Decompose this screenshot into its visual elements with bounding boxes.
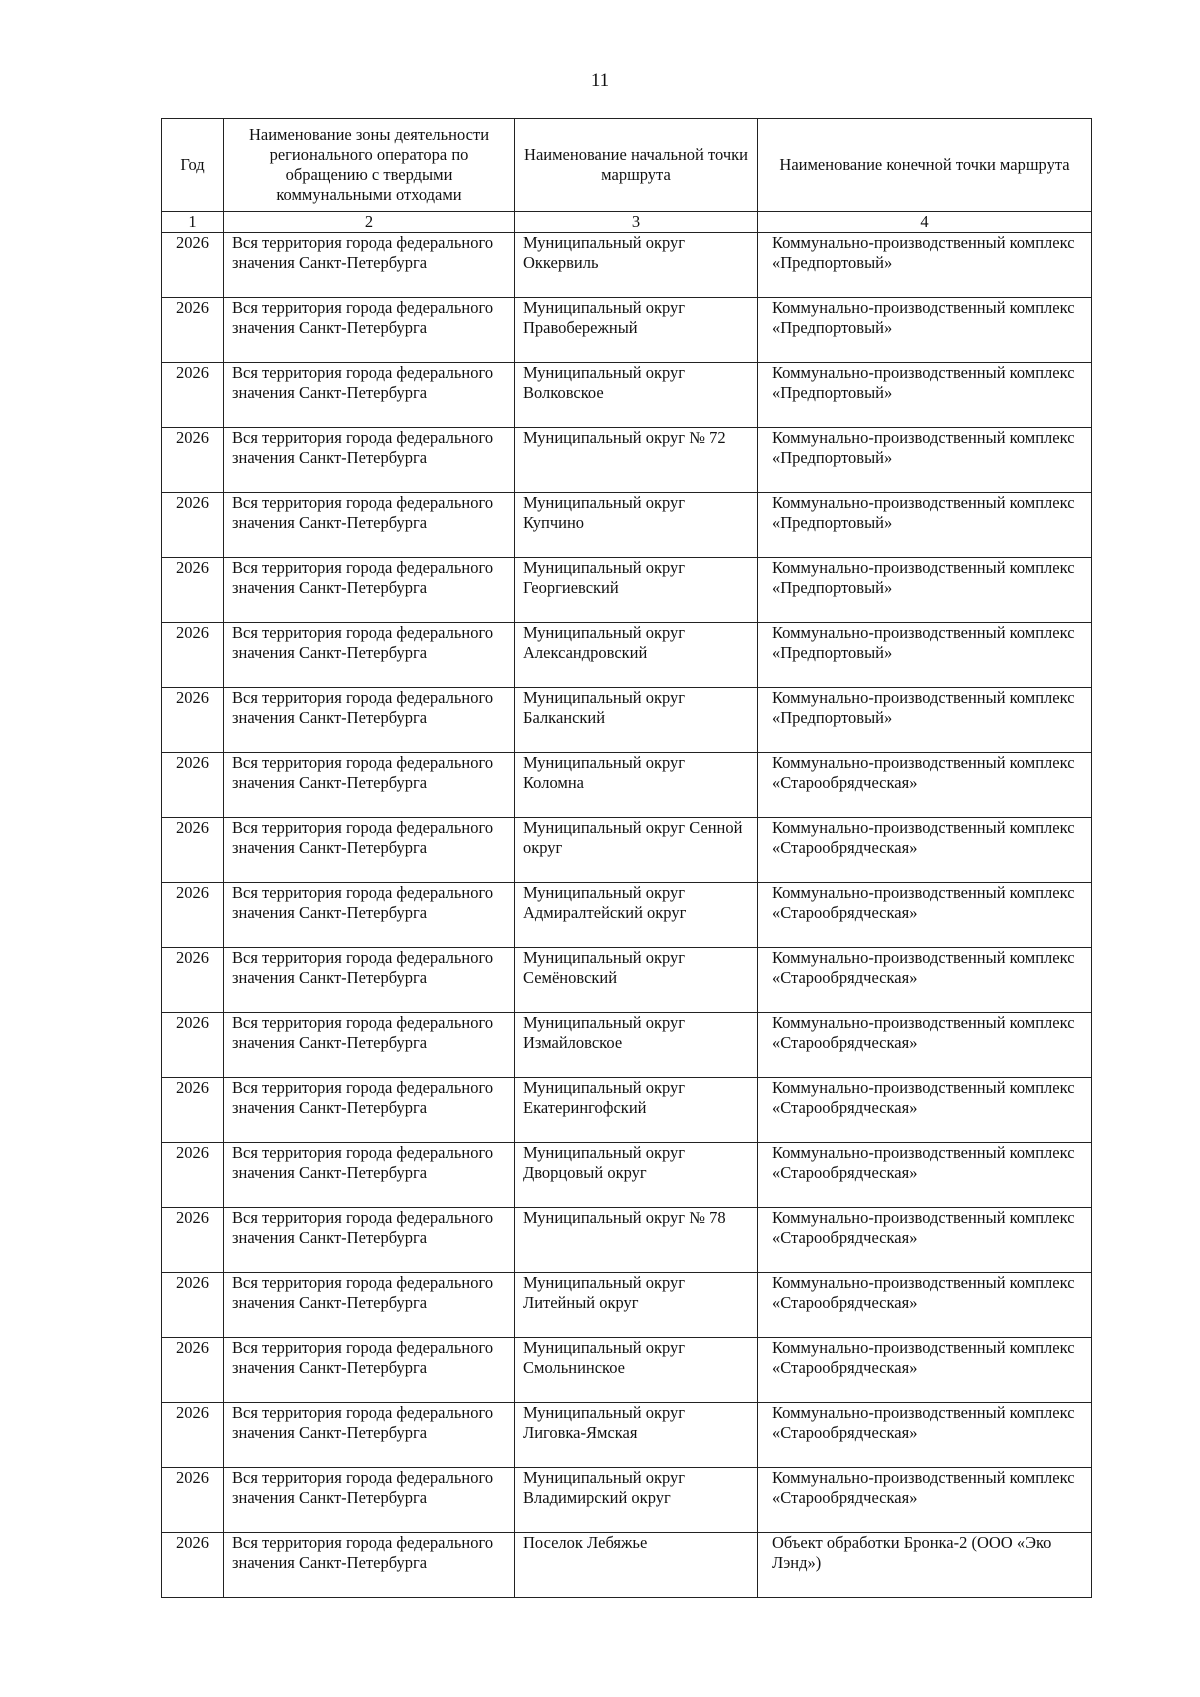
cell-year: 2026: [162, 1468, 224, 1533]
cell-year: 2026: [162, 428, 224, 493]
table-row: [162, 1338, 1092, 1403]
table-row: [162, 428, 1092, 493]
cell-zone: Вся территория города федерального значения Санкт-Петербурга: [224, 883, 515, 948]
cell-end-point: Коммунально-производственный комплекс «Старообрядческая»: [758, 1013, 1092, 1078]
cell-year: 2026: [162, 883, 224, 948]
table-row: [162, 948, 1092, 1013]
cell-start-point: Муниципальный округ Оккервиль: [515, 233, 758, 298]
cell-zone: Вся территория города федерального значения Санкт-Петербурга: [224, 233, 515, 298]
cell-zone: Вся территория города федерального значения Санкт-Петербурга: [224, 363, 515, 428]
cell-zone: Вся территория города федерального значения Санкт-Петербурга: [224, 1078, 515, 1143]
cell-start-point: Муниципальный округ Лиговка-Ямская: [515, 1403, 758, 1468]
cell-zone: Вся территория города федерального значения Санкт-Петербурга: [224, 1468, 515, 1533]
page-number: 11: [590, 70, 610, 91]
table-row: [162, 363, 1092, 428]
cell-zone: Вся территория города федерального значения Санкт-Петербурга: [224, 948, 515, 1013]
cell-end-point: Коммунально-производственный комплекс «Старообрядческая»: [758, 1273, 1092, 1338]
cell-zone: Вся территория города федерального значения Санкт-Петербурга: [224, 1208, 515, 1273]
cell-end-point: Коммунально-производственный комплекс «Предпортовый»: [758, 688, 1092, 753]
cell-end-point: Коммунально-производственный комплекс «Старообрядческая»: [758, 1143, 1092, 1208]
cell-zone: Вся территория города федерального значения Санкт-Петербурга: [224, 428, 515, 493]
cell-zone: Вся территория города федерального значения Санкт-Петербурга: [224, 688, 515, 753]
table-row: [162, 298, 1092, 363]
cell-start-point: Муниципальный округ Литейный округ: [515, 1273, 758, 1338]
cell-year: 2026: [162, 1208, 224, 1273]
cell-start-point: Муниципальный округ Балканский: [515, 688, 758, 753]
cell-end-point: Коммунально-производственный комплекс «Старообрядческая»: [758, 753, 1092, 818]
cell-year: 2026: [162, 233, 224, 298]
cell-year: 2026: [162, 1533, 224, 1598]
table-row: [162, 558, 1092, 623]
cell-year: 2026: [162, 1403, 224, 1468]
cell-end-point: Объект обработки Бронка-2 (ООО «Эко Лэнд»): [758, 1533, 1092, 1598]
cell-year: 2026: [162, 753, 224, 818]
column-number: 2: [224, 212, 515, 233]
header-end-point: Наименование конечной точки маршрута: [758, 119, 1092, 212]
cell-zone: Вся территория города федерального значения Санкт-Петербурга: [224, 1013, 515, 1078]
cell-zone: Вся территория города федерального значения Санкт-Петербурга: [224, 1403, 515, 1468]
cell-end-point: Коммунально-производственный комплекс «Старообрядческая»: [758, 883, 1092, 948]
cell-zone: Вся территория города федерального значения Санкт-Петербурга: [224, 298, 515, 363]
cell-end-point: Коммунально-производственный комплекс «Предпортовый»: [758, 623, 1092, 688]
table-row: [162, 1078, 1092, 1143]
cell-start-point: Муниципальный округ Волковское: [515, 363, 758, 428]
cell-zone: Вся территория города федерального значения Санкт-Петербурга: [224, 1273, 515, 1338]
cell-year: 2026: [162, 1143, 224, 1208]
column-numbers-row: [162, 212, 1092, 233]
cell-start-point: Муниципальный округ Измайловское: [515, 1013, 758, 1078]
cell-end-point: Коммунально-производственный комплекс «Старообрядческая»: [758, 1468, 1092, 1533]
table-row: [162, 1013, 1092, 1078]
table-row: [162, 493, 1092, 558]
cell-start-point: Муниципальный округ Владимирский округ: [515, 1468, 758, 1533]
cell-zone: Вся территория города федерального значения Санкт-Петербурга: [224, 493, 515, 558]
column-number: 3: [515, 212, 758, 233]
cell-zone: Вся территория города федерального значения Санкт-Петербурга: [224, 1533, 515, 1598]
table-row: [162, 1143, 1092, 1208]
cell-end-point: Коммунально-производственный комплекс «Предпортовый»: [758, 363, 1092, 428]
cell-zone: Вся территория города федерального значения Санкт-Петербурга: [224, 818, 515, 883]
cell-year: 2026: [162, 1273, 224, 1338]
cell-end-point: Коммунально-производственный комплекс «Старообрядческая»: [758, 1403, 1092, 1468]
column-number: 1: [162, 212, 224, 233]
cell-year: 2026: [162, 948, 224, 1013]
cell-end-point: Коммунально-производственный комплекс «Старообрядческая»: [758, 1078, 1092, 1143]
cell-start-point: Муниципальный округ Коломна: [515, 753, 758, 818]
cell-zone: Вся территория города федерального значения Санкт-Петербурга: [224, 558, 515, 623]
column-number: 4: [758, 212, 1092, 233]
cell-start-point: Муниципальный округ Купчино: [515, 493, 758, 558]
cell-start-point: Поселок Лебяжье: [515, 1533, 758, 1598]
table-row: [162, 818, 1092, 883]
cell-year: 2026: [162, 1078, 224, 1143]
cell-start-point: Муниципальный округ Семёновский: [515, 948, 758, 1013]
cell-end-point: Коммунально-производственный комплекс «Предпортовый»: [758, 493, 1092, 558]
table-row: [162, 233, 1092, 298]
cell-year: 2026: [162, 298, 224, 363]
cell-start-point: Муниципальный округ Сенной округ: [515, 818, 758, 883]
cell-start-point: Муниципальный округ Адмиралтейский округ: [515, 883, 758, 948]
cell-start-point: Муниципальный округ Александровский: [515, 623, 758, 688]
cell-start-point: Муниципальный округ № 72: [515, 428, 758, 493]
cell-end-point: Коммунально-производственный комплекс «Предпортовый»: [758, 558, 1092, 623]
table-header-row: [162, 119, 1092, 212]
table-row: [162, 1273, 1092, 1338]
cell-end-point: Коммунально-производственный комплекс «Старообрядческая»: [758, 948, 1092, 1013]
cell-end-point: Коммунально-производственный комплекс «Предпортовый»: [758, 233, 1092, 298]
table-row: [162, 1468, 1092, 1533]
routes-table: [161, 118, 1092, 1598]
cell-start-point: Муниципальный округ Дворцовый округ: [515, 1143, 758, 1208]
table-row: [162, 753, 1092, 818]
table-row: [162, 1533, 1092, 1598]
cell-zone: Вся территория города федерального значения Санкт-Петербурга: [224, 753, 515, 818]
cell-year: 2026: [162, 493, 224, 558]
table-row: [162, 1403, 1092, 1468]
cell-year: 2026: [162, 1338, 224, 1403]
table-row: [162, 623, 1092, 688]
cell-year: 2026: [162, 623, 224, 688]
cell-end-point: Коммунально-производственный комплекс «Старообрядческая»: [758, 1338, 1092, 1403]
header-start-point: Наименование начальной точки маршрута: [515, 119, 758, 212]
cell-year: 2026: [162, 558, 224, 623]
cell-start-point: Муниципальный округ № 78: [515, 1208, 758, 1273]
cell-start-point: Муниципальный округ Екатерингофский: [515, 1078, 758, 1143]
table-row: [162, 1208, 1092, 1273]
cell-end-point: Коммунально-производственный комплекс «Предпортовый»: [758, 428, 1092, 493]
table-row: [162, 688, 1092, 753]
cell-start-point: Муниципальный округ Смольнинское: [515, 1338, 758, 1403]
cell-zone: Вся территория города федерального значения Санкт-Петербурга: [224, 1338, 515, 1403]
header-zone: Наименование зоны деятельности регионального оператора по обращению с твердыми коммунальными отходами: [224, 119, 515, 212]
cell-end-point: Коммунально-производственный комплекс «Старообрядческая»: [758, 818, 1092, 883]
table-row: [162, 883, 1092, 948]
cell-start-point: Муниципальный округ Правобережный: [515, 298, 758, 363]
cell-end-point: Коммунально-производственный комплекс «Предпортовый»: [758, 298, 1092, 363]
cell-year: 2026: [162, 818, 224, 883]
cell-year: 2026: [162, 688, 224, 753]
cell-zone: Вся территория города федерального значения Санкт-Петербурга: [224, 623, 515, 688]
cell-zone: Вся территория города федерального значения Санкт-Петербурга: [224, 1143, 515, 1208]
cell-end-point: Коммунально-производственный комплекс «Старообрядческая»: [758, 1208, 1092, 1273]
cell-start-point: Муниципальный округ Георгиевский: [515, 558, 758, 623]
cell-year: 2026: [162, 363, 224, 428]
header-year: Год: [162, 119, 224, 212]
cell-year: 2026: [162, 1013, 224, 1078]
